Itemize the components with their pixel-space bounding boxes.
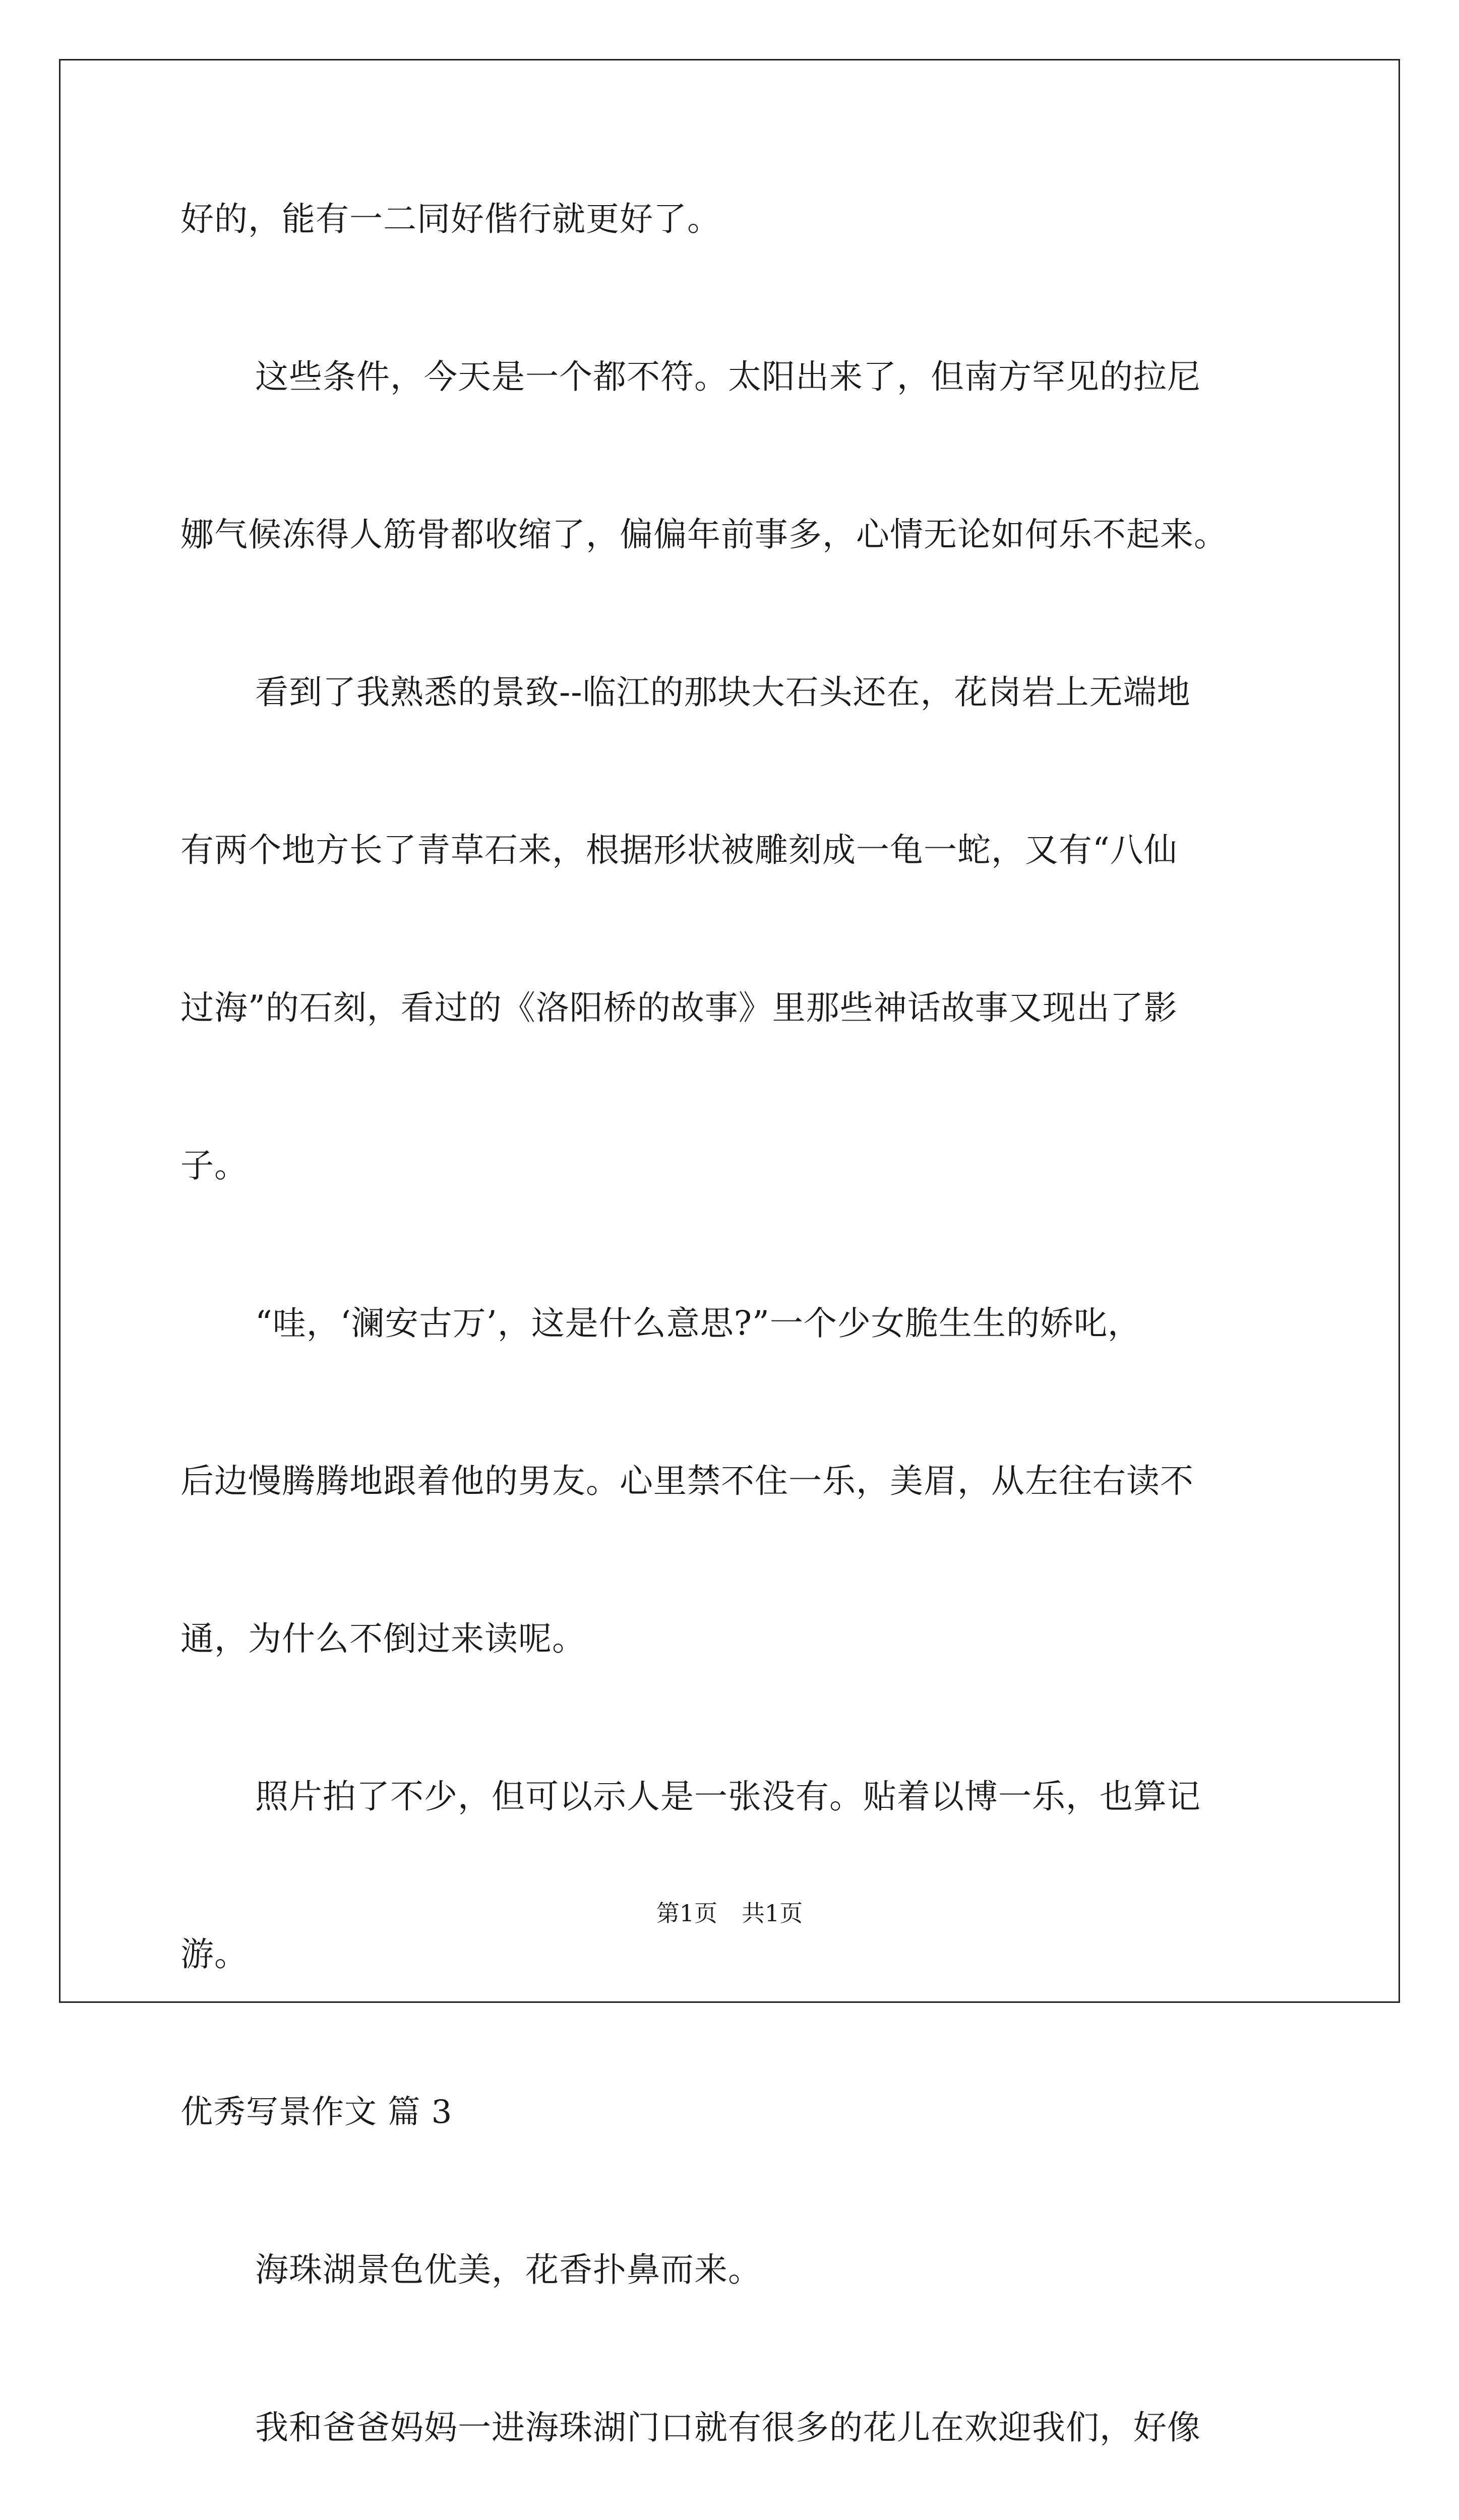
paragraph-start-line: 海珠湖景色优美，花香扑鼻而来。: [255, 2250, 762, 2289]
paragraph-start-line: 照片拍了不少，但可以示人是一张没有。贴着以博一乐，也算记: [255, 1777, 1201, 1816]
text-line: 子。: [180, 1146, 248, 1185]
text-line: 娜气候冻得人筋骨都收缩了，偏偏年前事多，心情无论如何乐不起来。: [180, 515, 1228, 554]
paragraph-start-line: 这些条件，今天是一个都不符。太阳出来了，但南方罕见的拉尼: [255, 357, 1201, 396]
page-number-total: 共1页: [742, 1900, 803, 1927]
paragraph-start-line: 看到了我熟悉的景致--临江的那块大石头还在，花岗岩上无端地: [255, 673, 1191, 712]
paragraph-start-line: “哇，‘澜安古万’，这是什么意思?”一个少女脆生生的娇叱，: [255, 1304, 1141, 1343]
page-number-current: 第1页: [656, 1900, 717, 1927]
text-line: 后边慢腾腾地跟着他的男友。心里禁不住一乐，美眉，从左往右读不: [180, 1462, 1194, 1500]
text-line: 有两个地方长了青草石来，根据形状被雕刻成一龟一蛇，又有“八仙: [180, 831, 1178, 869]
section-heading: 优秀写景作文 篇 3: [180, 2094, 453, 2131]
text-line: 过海”的石刻，看过的《洛阳桥的故事》里那些神话故事又现出了影: [180, 988, 1178, 1027]
text-line: 游。: [180, 1935, 248, 1974]
paragraph-start-line: 我和爸爸妈妈一进海珠湖门口就有很多的花儿在欢迎我们，好像: [255, 2408, 1201, 2447]
document-body: [180, 196, 1290, 2520]
page-footer: [0, 1898, 1459, 1928]
text-line: 通，为什么不倒过来读呢。: [180, 1619, 586, 1658]
text-line: 好的，能有一二同好偕行就更好了。: [180, 200, 721, 238]
